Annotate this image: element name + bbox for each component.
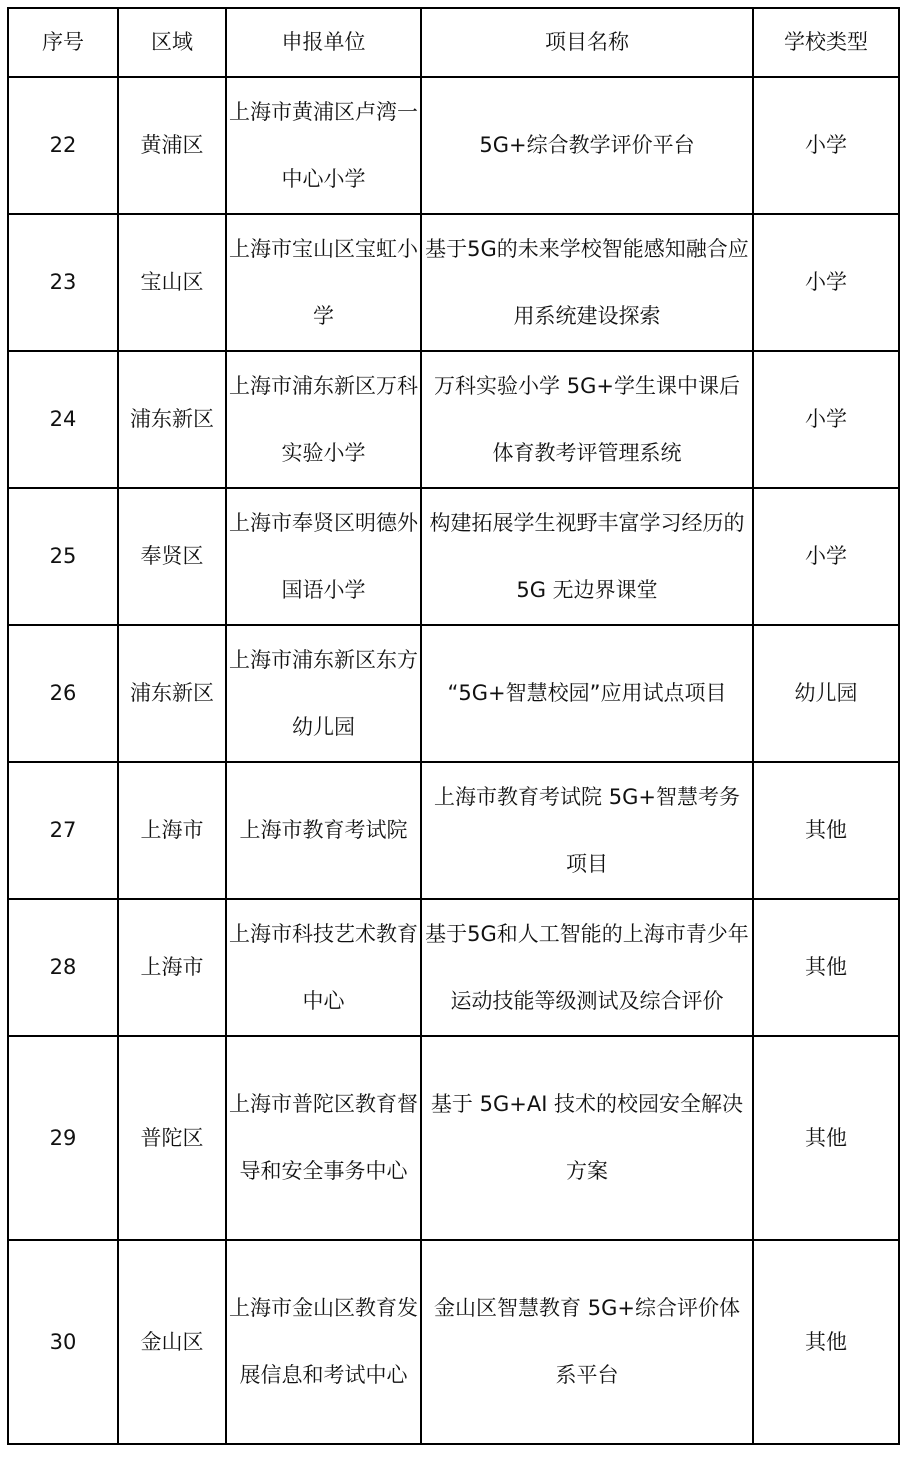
- cell-unit: 上海市浦东新区东方幼儿园: [226, 625, 421, 762]
- cell-project: 上海市教育考试院 5G+智慧考务项目: [421, 762, 753, 899]
- cell-unit: 上海市教育考试院: [226, 762, 421, 899]
- project-table-container: [7, 7, 900, 1445]
- cell-type: 其他: [753, 1240, 899, 1444]
- table-row: [8, 899, 899, 1036]
- cell-region: 上海市: [118, 762, 226, 899]
- cell-no: 24: [8, 351, 118, 488]
- cell-unit: 上海市普陀区教育督导和安全事务中心: [226, 1036, 421, 1240]
- cell-region: 普陀区: [118, 1036, 226, 1240]
- cell-unit: 上海市黄浦区卢湾一中心小学: [226, 77, 421, 214]
- cell-type: 幼儿园: [753, 625, 899, 762]
- cell-unit: 上海市科技艺术教育中心: [226, 899, 421, 1036]
- cell-type: 小学: [753, 214, 899, 351]
- cell-region: 黄浦区: [118, 77, 226, 214]
- cell-region: 宝山区: [118, 214, 226, 351]
- cell-no: 29: [8, 1036, 118, 1240]
- cell-unit: 上海市金山区教育发展信息和考试中心: [226, 1240, 421, 1444]
- project-table: [7, 7, 900, 1445]
- cell-unit: 上海市奉贤区明德外国语小学: [226, 488, 421, 625]
- cell-region: 奉贤区: [118, 488, 226, 625]
- header-unit: 申报单位: [226, 8, 421, 77]
- cell-project: 基于5G和人工智能的上海市青少年运动技能等级测试及综合评价: [421, 899, 753, 1036]
- cell-region: 浦东新区: [118, 625, 226, 762]
- cell-region: 浦东新区: [118, 351, 226, 488]
- table-row: [8, 351, 899, 488]
- cell-no: 25: [8, 488, 118, 625]
- cell-type: 小学: [753, 77, 899, 214]
- table-row: [8, 625, 899, 762]
- header-project: 项目名称: [421, 8, 753, 77]
- cell-type: 其他: [753, 1036, 899, 1240]
- cell-type: 小学: [753, 351, 899, 488]
- cell-project: 万科实验小学 5G+学生课中课后体育教考评管理系统: [421, 351, 753, 488]
- table-row: [8, 762, 899, 899]
- table-row: [8, 1036, 899, 1240]
- cell-type: 其他: [753, 762, 899, 899]
- header-region: 区域: [118, 8, 226, 77]
- cell-project: 基于 5G+AI 技术的校园安全解决方案: [421, 1036, 753, 1240]
- table-row: [8, 77, 899, 214]
- cell-project: 基于5G的未来学校智能感知融合应用系统建设探索: [421, 214, 753, 351]
- header-type: 学校类型: [753, 8, 899, 77]
- cell-unit: 上海市浦东新区万科实验小学: [226, 351, 421, 488]
- header-row: [8, 8, 899, 77]
- cell-project: 金山区智慧教育 5G+综合评价体系平台: [421, 1240, 753, 1444]
- cell-unit: 上海市宝山区宝虹小学: [226, 214, 421, 351]
- cell-project: “5G+智慧校园”应用试点项目: [421, 625, 753, 762]
- cell-type: 其他: [753, 899, 899, 1036]
- cell-no: 27: [8, 762, 118, 899]
- cell-no: 28: [8, 899, 118, 1036]
- cell-no: 23: [8, 214, 118, 351]
- header-no: 序号: [8, 8, 118, 77]
- table-row: [8, 1240, 899, 1444]
- cell-no: 22: [8, 77, 118, 214]
- cell-project: 构建拓展学生视野丰富学习经历的 5G 无边界课堂: [421, 488, 753, 625]
- table-row: [8, 214, 899, 351]
- cell-project: 5G+综合教学评价平台: [421, 77, 753, 214]
- cell-no: 30: [8, 1240, 118, 1444]
- cell-region: 金山区: [118, 1240, 226, 1444]
- cell-region: 上海市: [118, 899, 226, 1036]
- cell-no: 26: [8, 625, 118, 762]
- table-row: [8, 488, 899, 625]
- cell-type: 小学: [753, 488, 899, 625]
